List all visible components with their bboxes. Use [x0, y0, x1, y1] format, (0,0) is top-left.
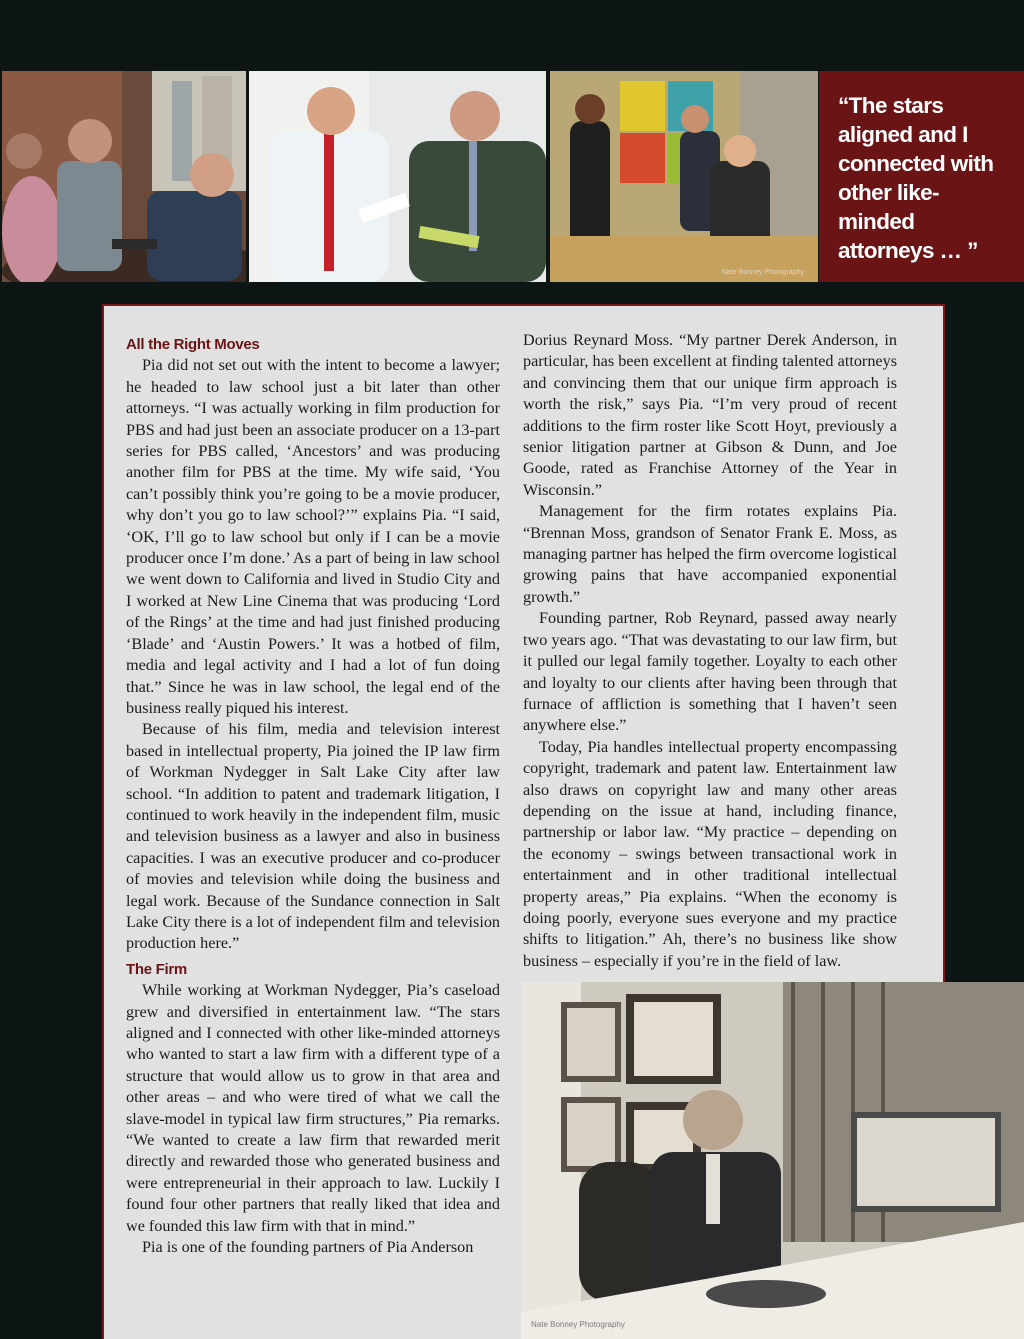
paragraph: Management for the firm rotates explains Pia. “Brennan Moss, grandson of Senator Frank E. Moss, as managing partner has helped the firm overcome logistical growing pains that have accompanied exponential growth.” — [523, 502, 897, 606]
office-group-photo — [550, 71, 818, 282]
paragraph: Today, Pia handles intellectual property encompassing copyright, trademark and patent law. Entertainment law also draws on copyright law and many other areas depending on the issue at hand, including finance, partnership or labor law. “My practice – depending on the economy – swings between transactional work in entertainment and in other traditional intellectual property areas,” Pia explains. “When the economy is doing poorly, everyone sues everyone and my practice shifts to litigation.” Ah, there’s no business like show business – especially if you’re in the field of law. — [523, 737, 897, 970]
meeting-photo — [2, 71, 246, 282]
paragraph: Because of his film, media and television interest based in intellectual property, Pia joined the IP law firm of Workman Nydegger in Salt Lake City after law school. “In addition to patent and trademark litigation, I continued to work heavily in the independent film, music and television business as a lawyer and also in business capacities. I was an executive producer and co-producer of movies and television while doing the business and legal work. Because of the Sundance connection in Salt Lake City there is a lot of independent film and television production here.” — [126, 720, 501, 953]
section-heading: The Firm — [126, 960, 187, 978]
article-column-left — [126, 334, 500, 1258]
photo-credit: Nate Bonney Photography — [721, 269, 804, 276]
article-column-right — [523, 330, 897, 972]
paragraph: Dorius Reynard Moss. “My partner Derek Anderson, in particular, has been excellent at finding talented attorneys and convincing them that our unique firm approach is worth the risk,” says Pia. “I’m very proud of recent additions to the firm roster like Scott Hoyt, previously a senior litigation partner at Gibson & Dunn, and Joe Goode, rated as Franchise Attorney of the Year in Wisconsin.” — [523, 331, 897, 499]
section-heading: All the Right Moves — [126, 336, 260, 353]
paragraph: Pia is one of the founding partners of Pia Anderson — [142, 1238, 474, 1257]
pull-quote: “The stars aligned and I connected with other like-minded attorneys … ” — [819, 71, 1024, 282]
paragraph: Founding partner, Rob Reynard, passed away nearly two years ago. “That was devastating to our law firm, but it pulled our legal family together. Loyalty to each other and loyalty to our clients after having been through that furnace of affliction is something that I haven’t seen anywhere else.” — [523, 609, 897, 735]
paragraph: While working at Workman Nydegger, Pia’s caseload grew and diversified in entertainment law. “The stars aligned and I connected with other like-minded attorneys who wanted to start a law firm with a different type of a structure that would allow us to grow in that area and other areas – and who were tired of what we call the slave-model in typical law firm structures,” Pia remarks. “We wanted to create a law firm that rewarded merit directly and rewarded those who generated business and were entrepreneurial in their approach to law. Luckily I found four other partners that really liked that idea and we founded this law firm with that in mind.” — [126, 981, 500, 1235]
two-attorneys-photo — [249, 71, 546, 282]
office-portrait-photo — [521, 982, 1024, 1339]
photo-credit: Nate Bonney Photography — [531, 1320, 625, 1329]
paragraph: Pia did not set out with the intent to become a lawyer; he headed to law school just a bit later than other attorneys. “I was actually working in film production for PBS and had just been an associate producer on a 13-part series for PBS called, ‘Ancestors’ and was producing another film for PBS at the time. My wife said, ‘You can’t possibly think you’re going to be a movie producer, why don’t you go to law school?’” explains Pia. “I said, ‘OK, I’ll go to law school but only if I can be a movie producer once I’m done.’ As a part of being in law school we went down to California and lived in Studio City and I worked at New Line Cinema that was producing ‘Lord of the Rings’ at the time and had just finished producing ‘Blade’ and ‘Austin Powers.’ It was a hotbed of film, media and legal activity and I had a lot of fun doing that.” Since he was in law school, the legal end of the business really piqued his interest. — [126, 356, 500, 717]
